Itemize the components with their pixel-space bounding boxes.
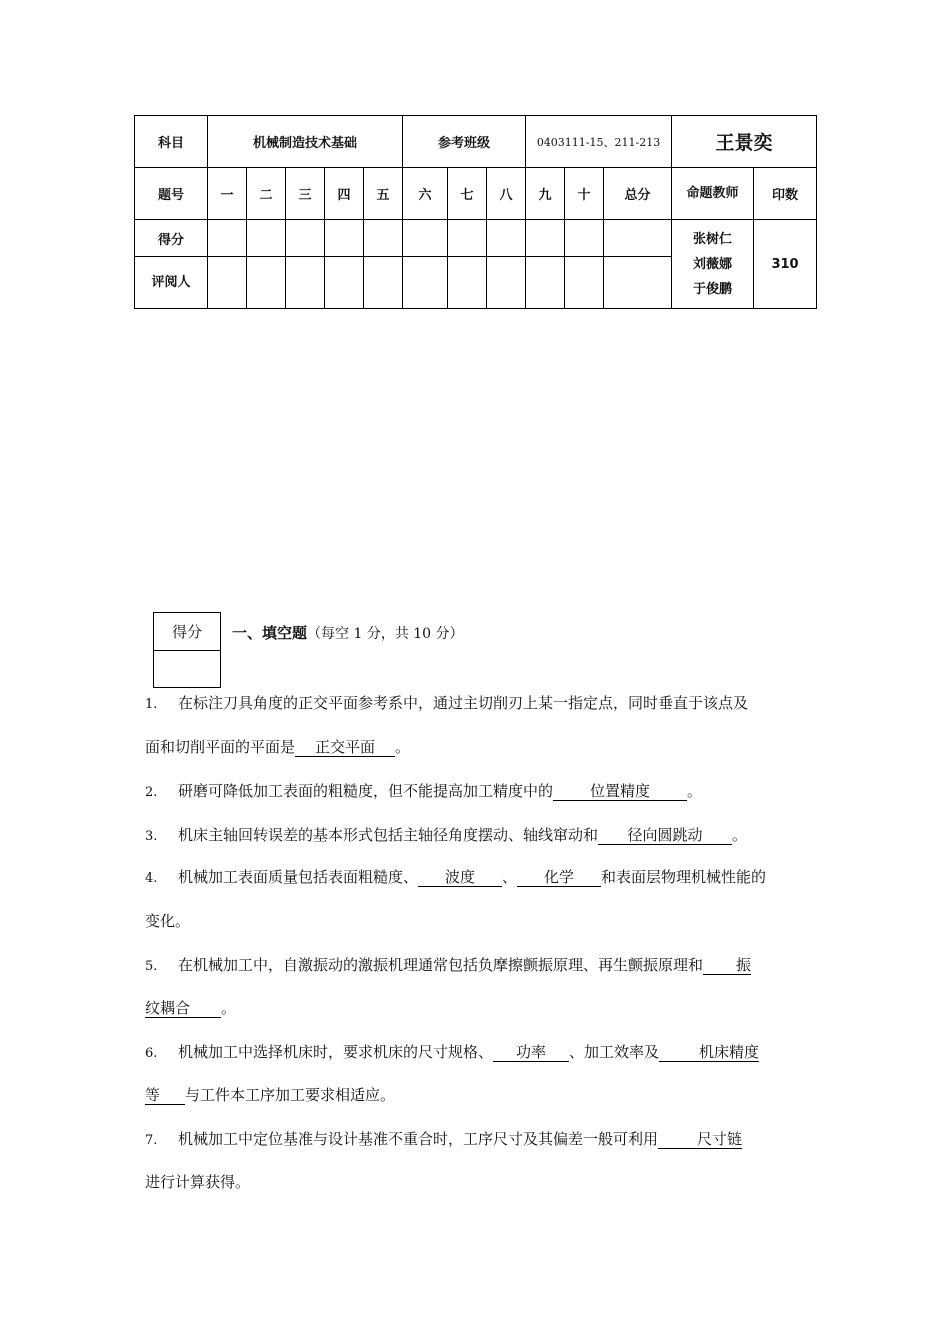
question-number: 四 [325, 168, 364, 220]
answer-blank: 等 [145, 1086, 185, 1105]
question-4 [145, 866, 810, 887]
subject-label: 科目 [135, 116, 208, 168]
question-number: 五 [364, 168, 403, 220]
score-total-cell [604, 220, 672, 257]
question-3 [145, 824, 810, 845]
reviewer-cell [286, 257, 325, 309]
question-number: 1. [145, 697, 158, 712]
question-text: 。 [687, 782, 703, 800]
question-text: 进行计算获得。 [145, 1173, 251, 1191]
section-title-note: （每空 1 分，共 10 分） [307, 626, 464, 642]
question-text: 、加工效率及 [569, 1043, 660, 1061]
question-6 [145, 1041, 810, 1062]
question-text: 机械加工中选择机床时，要求机床的尺寸规格、 [178, 1043, 494, 1061]
score-cell [403, 220, 448, 257]
question-5-line-2 [145, 997, 236, 1018]
question-text: 与工件本工序加工要求相适应。 [185, 1086, 396, 1104]
answer-blank: 尺寸链 [658, 1130, 742, 1149]
answer-blank: 波度 [418, 868, 502, 887]
question-6-line-2 [145, 1084, 395, 1105]
question-number: 六 [403, 168, 448, 220]
question-text: 面和切削平面的平面是 [145, 738, 296, 756]
question-7 [145, 1128, 810, 1149]
score-cell [364, 220, 403, 257]
question-number: 一 [208, 168, 247, 220]
score-label: 得分 [135, 220, 208, 257]
score-cell [208, 220, 247, 257]
answer-blank: 振 [703, 956, 751, 975]
question-number: 4. [145, 871, 158, 886]
question-text: 、 [502, 868, 518, 886]
class-value: 0403111-15、211-213 [526, 116, 672, 168]
question-number: 三 [286, 168, 325, 220]
question-1 [145, 692, 810, 713]
question-7-line-2 [145, 1171, 250, 1192]
answer-blank: 机床精度 [659, 1043, 759, 1062]
question-number: 2. [145, 785, 158, 800]
question-text: 和表面层物理机械性能的 [601, 868, 767, 886]
question-text: 。 [221, 999, 237, 1017]
reviewer-label: 评阅人 [135, 257, 208, 309]
question-text: 变化。 [145, 912, 191, 930]
teacher-name: 张树仁 [693, 231, 733, 247]
reviewer-total-cell [604, 257, 672, 309]
answer-blank: 纹耦合 [145, 999, 221, 1018]
answer-blank: 正交平面 [295, 738, 395, 757]
section-title-text: 一、填空题 [232, 624, 308, 642]
answer-blank: 位置精度 [553, 782, 687, 801]
reviewer-cell [364, 257, 403, 309]
question-2 [145, 780, 810, 801]
score-cell [286, 220, 325, 257]
question-text: 机床主轴回转误差的基本形式包括主轴径角度摆动、轴线窜动和 [178, 826, 599, 844]
class-label: 参考班级 [403, 116, 526, 168]
answer-blank: 化学 [517, 868, 601, 887]
question-text: 。 [732, 826, 748, 844]
reviewer-cell [448, 257, 487, 309]
score-cell [448, 220, 487, 257]
question-number: 5. [145, 959, 158, 974]
score-cell [325, 220, 364, 257]
reviewer-cell [487, 257, 526, 309]
reviewer-cell [247, 257, 286, 309]
reviewer-cell [526, 257, 565, 309]
question-number: 6. [145, 1046, 158, 1061]
question-number: 七 [448, 168, 487, 220]
score-cell [565, 220, 604, 257]
question-number: 九 [526, 168, 565, 220]
question-text: 研磨可降低加工表面的粗糙度，但不能提高加工精度中的 [178, 782, 554, 800]
setter-label: 命题教师 [672, 168, 754, 220]
answer-blank: 径向圆跳动 [598, 826, 732, 845]
teacher-list [672, 220, 754, 309]
score-cell [487, 220, 526, 257]
section-score-box [153, 612, 221, 688]
copies-value: 310 [754, 220, 817, 309]
score-cell [526, 220, 565, 257]
question-text: 机械加工中定位基准与设计基准不重合时，工序尺寸及其偏差一般可利用 [178, 1130, 659, 1148]
question-number: 7. [145, 1133, 158, 1148]
question-text: 。 [395, 738, 411, 756]
score-box-label: 得分 [154, 613, 220, 651]
reviewer-cell [325, 257, 364, 309]
question-number: 八 [487, 168, 526, 220]
author-name: 王景奕 [672, 116, 817, 168]
teacher-name: 刘薇娜 [693, 256, 733, 272]
reviewer-cell [208, 257, 247, 309]
question-5 [145, 954, 810, 975]
reviewer-cell [403, 257, 448, 309]
question-number: 十 [565, 168, 604, 220]
question-text: 在机械加工中，自激振动的激振机理通常包括负摩擦颤振原理、再生颤振原理和 [178, 956, 704, 974]
answer-blank: 功率 [493, 1043, 569, 1062]
exam-header-table [134, 115, 817, 309]
question-number: 3. [145, 829, 158, 844]
question-no-label: 题号 [135, 168, 208, 220]
question-number: 二 [247, 168, 286, 220]
subject-value: 机械制造技术基础 [208, 116, 403, 168]
reviewer-cell [565, 257, 604, 309]
question-text: 在标注刀具角度的正交平面参考系中，通过主切削刃上某一指定点，同时垂直于该点及 [178, 694, 749, 712]
teacher-name: 于俊鹏 [693, 281, 733, 297]
copies-label: 印数 [754, 168, 817, 220]
section-title [232, 622, 464, 643]
question-text: 机械加工表面质量包括表面粗糙度、 [178, 868, 419, 886]
question-1-line-2 [145, 736, 410, 757]
total-label: 总分 [604, 168, 672, 220]
score-cell [247, 220, 286, 257]
question-4-line-2 [145, 910, 190, 931]
